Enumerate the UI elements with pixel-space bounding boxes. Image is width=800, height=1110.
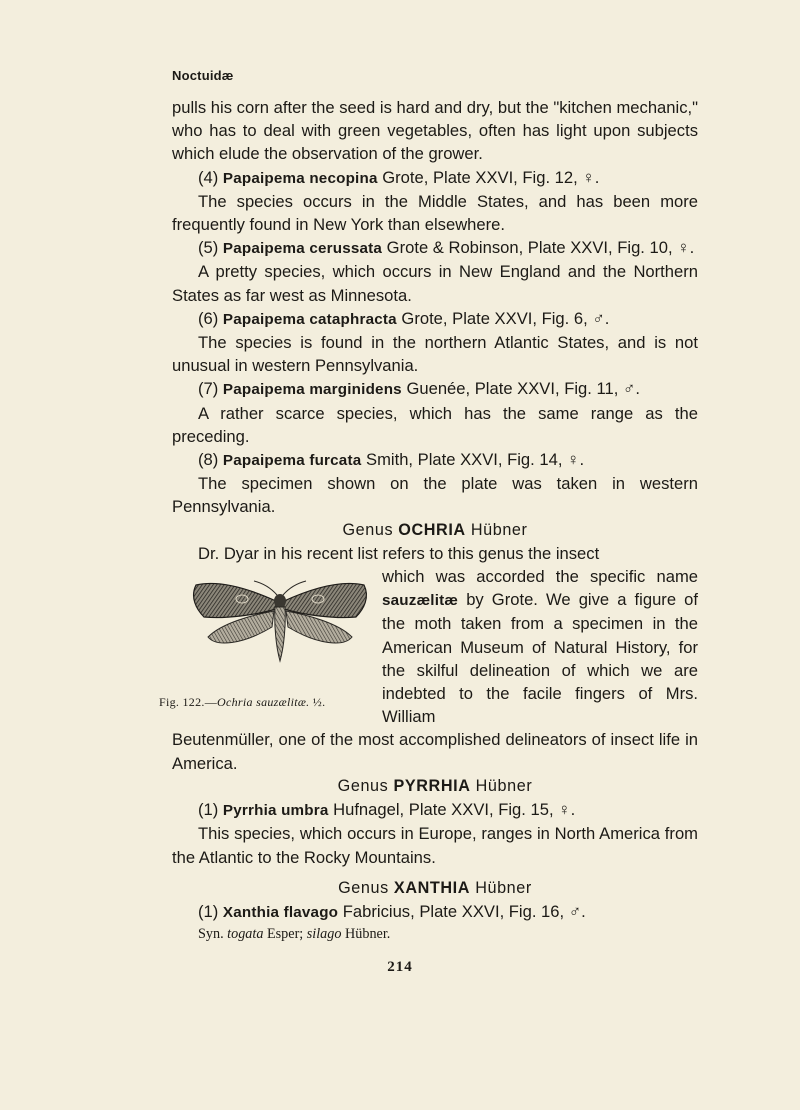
species-description: A rather scarce species, which has the same range as the preceding. [172,403,698,446]
synonym: silago [306,926,342,943]
genus-name: OCHRIA [398,520,466,539]
species-name: Papaipema marginidens [222,381,402,399]
synonym-author: Hübner. [345,926,391,943]
ochria-intro: Dr. Dyar in his recent list refers to this genus the insect [198,543,600,563]
species-name: Xanthia flavago [222,903,339,921]
species-citation: Hufnagel, Plate XXVI, Fig. 15, ♀. [333,800,576,820]
ochria-continued: Beutenmüller, one of the most accomplished delineators of insect life in America. [172,730,698,773]
species-citation: Smith, Plate XXVI, Fig. 14, ♀. [366,450,585,470]
genus-label: Genus [342,520,394,539]
species-name: Papaipema furcata [222,452,362,470]
figure-side-text [382,565,698,728]
species-entry-4 [172,166,698,190]
species-entry-8 [172,448,698,472]
species-name: Papaipema cataphracta [222,310,397,328]
figure-caption [159,691,374,714]
synonymy-line [172,924,698,944]
genus-label: Genus [337,776,389,795]
species-citation: Grote & Robinson, Plate XXVI, Fig. 10, ♀. [386,238,695,258]
genus-label: Genus [338,878,389,897]
genus-name: PYRRHIA [393,776,471,795]
species-entry-xanthia-1 [172,900,698,924]
genus-author: Hübner [475,878,532,897]
body-text [159,96,698,944]
species-description: This species, which occurs in Europe, ranges in North America from the Atlantic to the Rocky Mountains. [172,824,698,867]
species-epithet: sauzælitæ [382,592,459,610]
paragraph-continued: pulls his corn after the seed is hard and dry, but the "kitchen mechanic," who has to deal with green vegetables, often has light upon subjects which elude the observation of the grower. [172,98,698,164]
page-number: 214 [387,959,413,975]
genus-heading-ochria [172,519,698,542]
species-citation: Guenée, Plate XXVI, Fig. 11, ♂. [406,379,640,399]
genus-heading-xanthia [172,877,698,900]
spacer [172,869,698,877]
entry-number: (6) [198,308,219,328]
figure-block [159,565,698,728]
species-entry-7 [172,377,698,401]
species-citation: Grote, Plate XXVI, Fig. 12, ♀. [382,167,600,187]
genus-name: XANTHIA [393,878,471,897]
species-entry-6 [172,307,698,331]
entry-number: (5) [198,238,219,258]
entry-number: (1) [198,901,219,921]
genus-author: Hübner [470,520,528,539]
species-name: Papaipema necopina [222,169,378,187]
genus-heading-pyrrhia [172,775,698,798]
entry-number: (8) [198,450,219,470]
text-run: which was accorded the specific name [382,567,698,587]
species-citation: Grote, Plate XXVI, Fig. 6, ♂. [401,308,610,328]
species-name: Pyrrhia umbra [222,802,329,820]
figure-scale: ½. [309,695,326,710]
figure [159,565,382,727]
species-description: The species is found in the northern Atlantic States, and is not unusual in western Pennsylvania. [172,333,698,376]
species-entry-5 [172,236,698,260]
genus-author: Hübner [475,776,533,795]
species-description: The specimen shown on the plate was taken in western Pennsylvania. [172,474,698,517]
species-citation: Fabricius, Plate XXVI, Fig. 16, ♂. [342,901,586,921]
entry-number: (4) [198,167,219,187]
synonym: togata [227,926,264,943]
figure-label: Fig. 122.— [159,695,218,710]
species-entry-pyrrhia-1 [172,798,698,822]
entry-number: (7) [198,379,219,399]
synonym-author: Esper; [266,926,304,943]
entry-number: (1) [198,800,219,820]
text-run: by Grote. We give a figure of the moth taken from a specimen in the American Museum of Natural History, for the skilful delineation of which we are indebted to the facile fingers of Mrs. William [382,590,698,727]
species-description: A pretty species, which occurs in New England and the Northern States as far west as Minnesota. [172,262,698,305]
species-name: Papaipema cerussata [222,240,383,258]
species-description: The species occurs in the Middle States, and has been more frequently found in New York than elsewhere. [172,191,698,235]
figure-species: Ochria sauzælitæ. [217,695,310,710]
syn-label: Syn. [198,926,224,943]
moth-illustration [182,571,378,667]
running-head: Noctuidæ [172,68,234,83]
